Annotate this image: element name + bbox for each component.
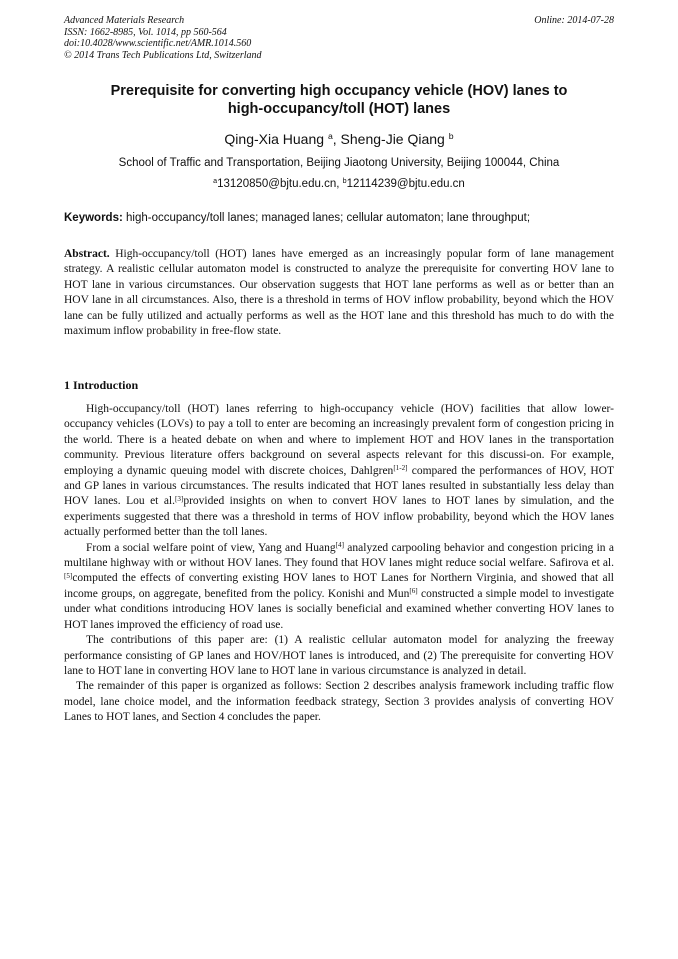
journal-copyright: © 2014 Trans Tech Publications Ltd, Switzerland (64, 49, 262, 61)
author-2-affil-marker: b (448, 131, 454, 142)
introduction-body (64, 402, 614, 726)
intro-paragraph: The remainder of this paper is organized as follows: Section 2 describes analysis framework including traffic flow model, lane choice model, and the information feedback strategy, Section 3 provides analysis of converting HOV Lanes to HOT lanes, and Section 4 concludes the paper. (64, 680, 614, 724)
intro-paragraph-text: compared the performances of HOV, HOT and GP lanes in various circumstances. The results indicated that HOT lanes resulted in substantially less delay than HOV lanes. Lou et al. (64, 464, 614, 508)
intro-paragraph-text: From a social welfare point of view, Yang and Huang (86, 541, 336, 554)
journal-info (64, 15, 614, 61)
intro-paragraph-text: High-occupancy/toll (HOT) lanes referring to high-occupancy vehicle (HOV) facilities that allow lower- occupancy vehicles (LOVs) to pay a toll to enter are becoming an increasingly prevalent form of congestion pricing in the world. There is a heated debate on when and where to implement HOT and HOV lanes in the transportation community. Previous literature offers background on several aspects relevant for this discussi-on. For example, employing a dynamic queuing model with discrete choices, Dahlgren (64, 403, 614, 477)
author-list (64, 130, 614, 148)
intro-paragraph-text: provided insights on when to convert HOV lanes to HOT lanes by simulation, and the experiments suggested that there was a threshold in terms of HOV inflow probability, beyond which the HOV lanes actually performed better than the toll lanes. (64, 495, 614, 539)
keywords (64, 211, 614, 226)
citation-ref: [5] (64, 571, 73, 580)
citation-ref: [1-2] (393, 463, 408, 472)
citation-ref: [6] (409, 586, 418, 595)
affiliation: School of Traffic and Transportation, Beijing Jiaotong University, Beijing 100044, China (118, 157, 560, 169)
intro-paragraph-text: computed the effects of converting existing HOV lanes to HOT Lanes for Northern Virginia, and showed that all income groups, on aggregate, benefited from the policy. Konishi and Mun (64, 572, 614, 600)
paper-title-line-2: high-occupancy/toll (HOT) lanes (227, 101, 451, 117)
citation-ref: [3] (175, 494, 184, 503)
keywords-label: Keywords: (64, 212, 123, 224)
online-date: Online: 2014-07-28 (534, 15, 614, 26)
email-a[interactable]: 13120850@bjtu.edu.cn (217, 178, 337, 190)
abstract-text: High-occupancy/toll (HOT) lanes have emerged as an increasingly popular form of lane management strategy. A realistic cellular automaton model is constructed to analyze the prerequisite for converting HOV lane to HOT lane in various circumstances. Our observation suggests that HOT lane performs as well as or better than an HOV lane in all circumstances. Also, there is a threshold in terms of HOV inflow probability, beyond which the HOV lane can be fully utilized and actually performs as well as the HOT lane and this threshold has much to do with the maximum inflow probability in free-flow state. (64, 248, 614, 338)
paper-title-line-1: Prerequisite for converting high occupancy vehicle (HOV) lanes to (110, 83, 568, 99)
journal-header (64, 15, 614, 61)
intro-paragraph-text: constructed a simple model to investigate under what conditions introducing HOV lanes is socially beneficial and examined whether converting HOV lanes to HOT lanes improved the efficiency of road use. (64, 587, 614, 631)
author-separator: , (332, 131, 341, 147)
email-a-marker: a (213, 177, 218, 186)
paper-title (64, 82, 614, 118)
intro-paragraph-text: analyzed carpooling behavior and congestion pricing in a multilane highway with or without HOV lanes. They found that HOV lanes might reduce social welfare. Safirova et al. (64, 541, 614, 570)
abstract-label: Abstract. (64, 248, 110, 260)
intro-paragraph (64, 402, 614, 541)
section-heading: 1 Introduction (64, 378, 139, 392)
journal-issn: ISSN: 1662-8985, Vol. 1014, pp 560-564 (64, 26, 227, 38)
abstract (64, 247, 614, 339)
email-separator: , (336, 178, 343, 190)
intro-paragraph (64, 541, 614, 633)
email-b[interactable]: 12114239@bjtu.edu.cn (346, 178, 465, 190)
intro-paragraph: The contributions of this paper are: (1) A realistic cellular automaton model for analyzing the freeway performance consisting of GP lanes and HOV/HOT lanes is introduced, and (2) The prerequisite for converting HOV lane to HOT lane in converting HOV lane to HOT lane in various circumstance is analyzed in detail. (64, 634, 614, 677)
author-emails (64, 177, 614, 192)
journal-doi: doi:10.4028/www.scientific.net/AMR.1014.560 (64, 38, 252, 49)
email-b-marker: b (342, 177, 347, 186)
author-2-name: Sheng-Jie Qiang (340, 131, 445, 147)
author-1-name: Qing-Xia Huang (224, 131, 325, 147)
keywords-text: high-occupancy/toll lanes; managed lanes; cellular automaton; lane throughput; (122, 212, 531, 224)
author-1-affil-marker: a (327, 131, 333, 142)
journal-name: Advanced Materials Research (64, 15, 185, 26)
citation-ref: [4] (335, 540, 344, 549)
